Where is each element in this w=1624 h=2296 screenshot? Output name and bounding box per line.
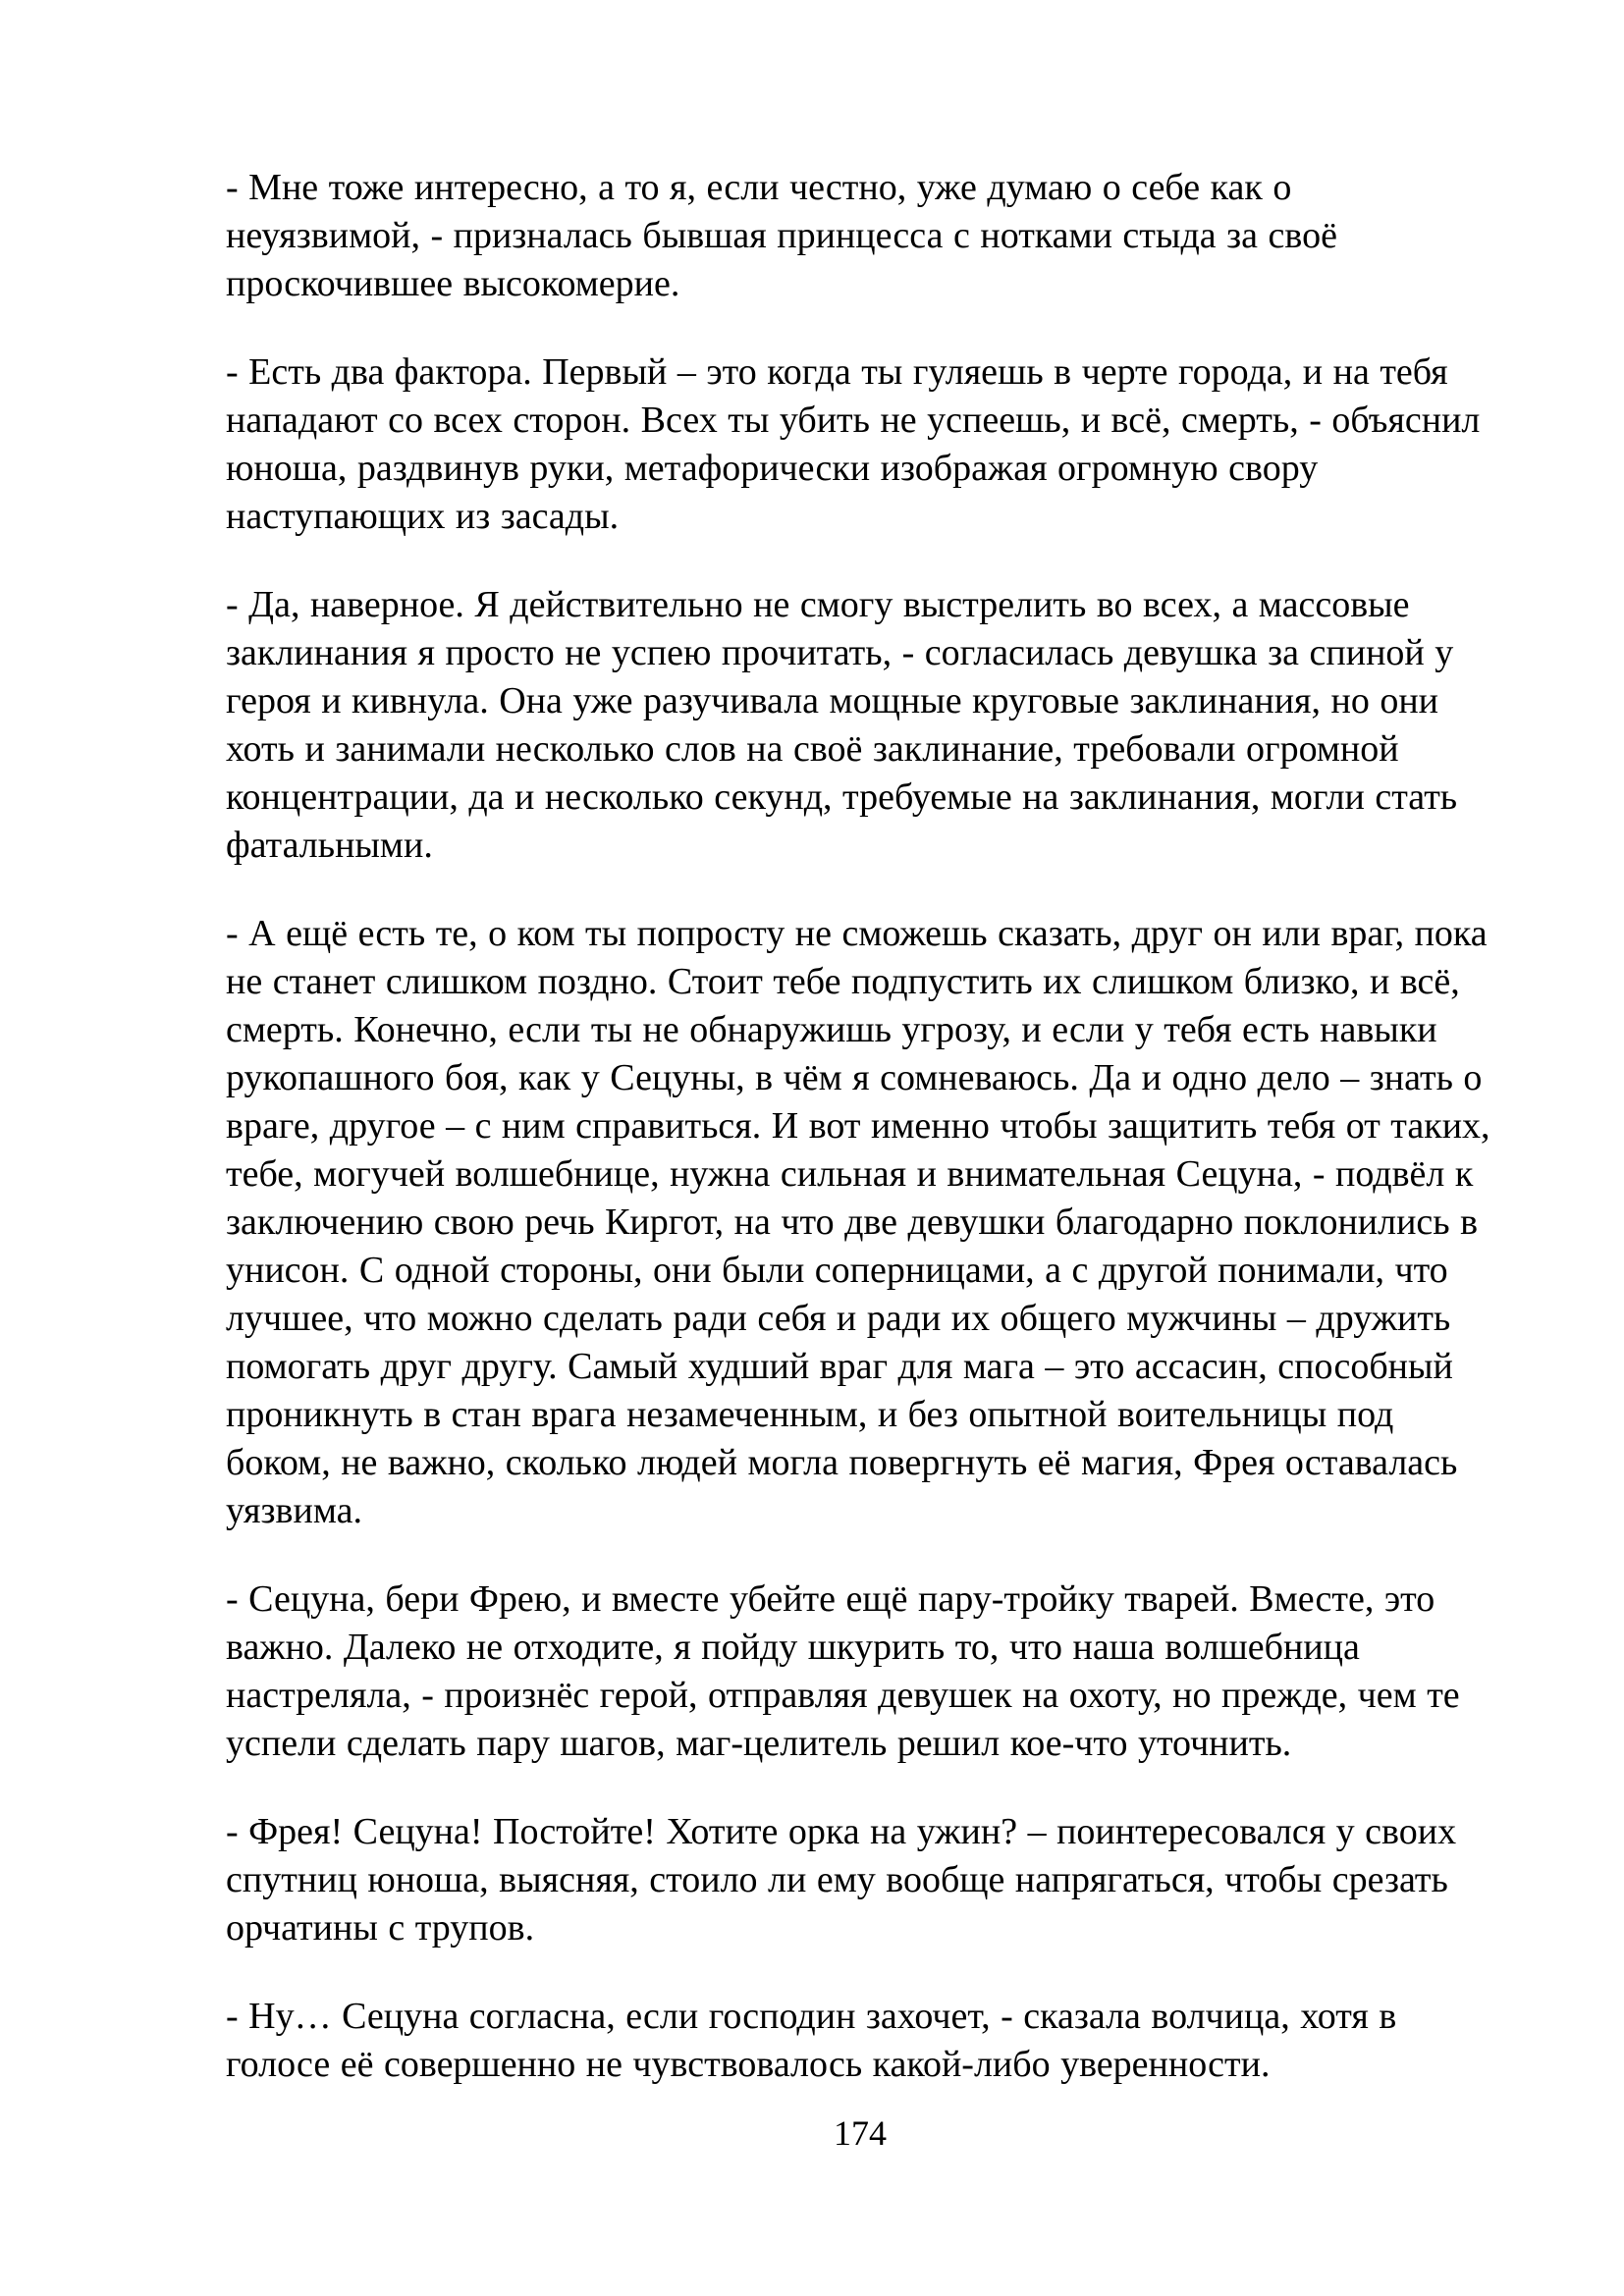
page-footer: [226, 2110, 1494, 2156]
paragraph-7: - Ну… Сецуна согласна, если господин захочет, - сказала волчица, хотя в голосе её совершенно не чувствовалось какой-либо уверенности.: [226, 1996, 1397, 2085]
paragraph-3: - Да, наверное. Я действительно не смогу выстрелить во всех, а массовые заклинания я просто не успею прочитать, - согласилась девушка за спиной у героя и кивнула. Она уже разучивала мощные круговые заклинания, но они хоть и занимали несколько слов на своё заклинание, требовали огромной концентрации, да и несколько секунд, требуемые на заклинания, могли стать фатальными.: [226, 584, 1458, 866]
paragraph-5: - Сецуна, бери Фрею, и вместе убейте ещё пару-тройку тварей. Вместе, это важно. Далеко не отходите, я пойду шкурить то, что наша волшебница настреляла, - произнёс герой, отправляя девушек на охоту, но прежде, чем те успели сделать пару шагов, маг-целитель решил кое-что уточнить.: [226, 1578, 1460, 1764]
paragraph-6: - Фрея! Сецуна! Постойте! Хотите орка на ужин? – поинтересовался у своих спутниц юноша, выясняя, стоило ли ему вообще напрягаться, чтобы срезать орчатины с трупов.: [226, 1811, 1457, 1949]
text-content: [226, 164, 1494, 2129]
paragraph-1: - Мне тоже интересно, а то я, если честно, уже думаю о себе как о неуязвимой, - призналась бывшая принцесса с нотками стыда за своё проскочившее высокомерие.: [226, 167, 1337, 304]
paragraph-2: - Есть два фактора. Первый – это когда ты гуляешь в черте города, и на тебя нападают со всех сторон. Всех ты убить не успеешь, и всё, смерть, - объяснил юноша, раздвинув руки, метафорически изображая огромную свору наступающих из засады.: [226, 351, 1481, 537]
paragraph-4: - А ещё есть те, о ком ты попросту не сможешь сказать, друг он или враг, пока не станет слишком поздно. Стоит тебе подпустить их слишком близко, и всё, смерть. Конечно, если ты не обнаружишь угрозу, и если у тебя есть навыки рукопашного боя, как у Сецуны, в чём я сомневаюсь. Да и одно дело – знать о враге, другое – с ним справиться. И вот именно чтобы защитить тебя от таких, тебе, могучей волшебнице, нужна сильная и внимательная Сецуна, - подвёл к заключению свою речь Киргот, на что две девушки благодарно поклонились в унисон. С одной стороны, они были соперницами, а с другой понимали, что лучшее, что можно сделать ради себя и ради их общего мужчины – дружить помогать друг другу. Самый худший враг для мага – это ассасин, способный проникнуть в стан врага незамеченным, и без опытной воительницы под боком, не важно, сколько людей могла повергнуть её магия, Фрея оставалась уязвима.: [226, 913, 1490, 1531]
page-number: 174: [834, 2113, 887, 2153]
